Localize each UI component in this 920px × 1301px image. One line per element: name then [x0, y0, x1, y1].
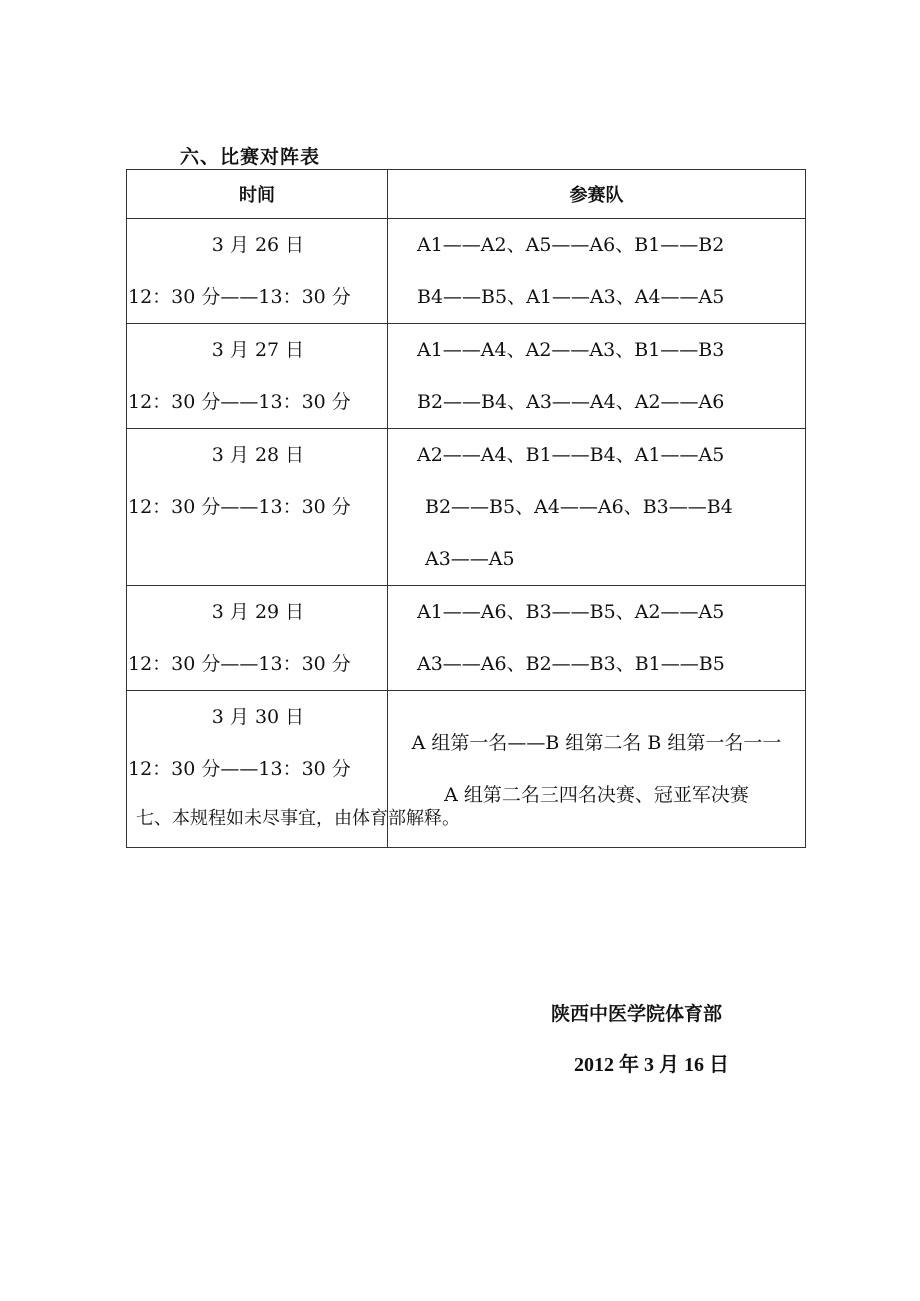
- time-cell: [127, 219, 388, 324]
- time-cell: [127, 429, 388, 586]
- matchup-line: A3——A5: [425, 548, 515, 570]
- spacer: [127, 533, 387, 585]
- matchup-line: A3——A6、B2——B3、B1——B5: [417, 653, 725, 675]
- match-hours: 12：30 分——13：30 分: [128, 286, 351, 308]
- teams-cell: [388, 586, 806, 691]
- section-title: 六、比赛对阵表: [180, 146, 321, 168]
- table-row: [127, 219, 806, 324]
- header-teams: 参赛队: [388, 170, 806, 219]
- match-date: 3 月 28 日: [211, 444, 305, 466]
- match-date: 3 月 26 日: [211, 234, 305, 256]
- match-date: 3 月 27 日: [211, 339, 305, 361]
- matchup-line: A 组第二名三四名决赛、冠亚军决赛: [444, 784, 749, 806]
- match-hours: 12：30 分——13：30 分: [128, 758, 351, 780]
- matchup-line: A1——A6、B3——B5、A2——A5: [417, 601, 725, 623]
- signature-organization: 陕西中医学院体育部: [551, 1003, 723, 1025]
- teams-cell: [388, 324, 806, 429]
- matchup-line: B2——B5、A4——A6、B3——B4: [425, 496, 733, 518]
- matchup-line: B4——B5、A1——A3、A4——A5: [417, 286, 725, 308]
- matchup-line: A1——A4、A2——A3、B1——B3: [417, 339, 725, 361]
- time-cell: [127, 324, 388, 429]
- table-row: [127, 324, 806, 429]
- match-hours: 12：30 分——13：30 分: [128, 391, 351, 413]
- table-row: [127, 429, 806, 586]
- teams-cell: [388, 219, 806, 324]
- matchup-line: B2——B4、A3——A4、A2——A6: [417, 391, 725, 413]
- match-schedule-table: [126, 169, 806, 848]
- table-row: [127, 586, 806, 691]
- table-header-row: [127, 170, 806, 219]
- signature-date: 2012 年 3 月 16 日: [574, 1054, 729, 1076]
- match-date: 3 月 29 日: [211, 601, 305, 623]
- match-date: 3 月 30 日: [211, 706, 305, 728]
- matchup-line: A2——A4、B1——B4、A1——A5: [417, 444, 725, 466]
- time-cell: [127, 586, 388, 691]
- teams-cell: [388, 429, 806, 586]
- rules-note: 七、本规程如未尽事宜，由体育部解释。: [136, 808, 460, 829]
- match-hours: 12：30 分——13：30 分: [128, 653, 351, 675]
- matchup-line: A 组第一名——B 组第二名 B 组第一名一一: [411, 732, 782, 754]
- matchup-line: A1——A2、A5——A6、B1——B2: [417, 234, 725, 256]
- match-hours: 12：30 分——13：30 分: [128, 496, 351, 518]
- header-time: 时间: [127, 170, 388, 219]
